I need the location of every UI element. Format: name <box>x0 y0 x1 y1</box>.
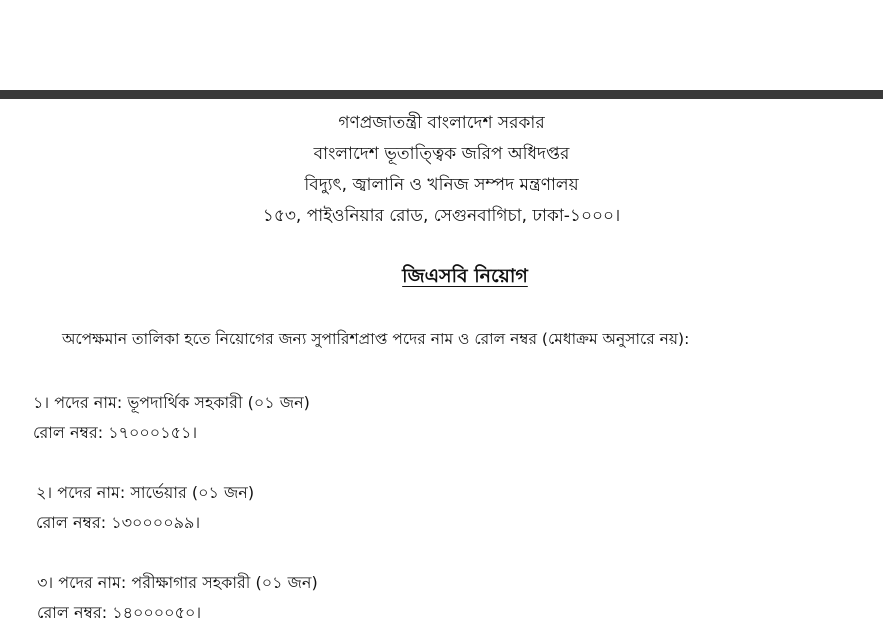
roll-number-2: রোল নম্বর: ১৩০০০০৯৯। <box>36 513 201 532</box>
roll-number-3: রোল নম্বর: ১৪০০০০৫০। <box>37 603 202 622</box>
post-entry-3 <box>37 568 318 628</box>
header-ministry: বিদ্যুৎ, জ্বালানি ও খনিজ সম্পদ মন্ত্রণালয় <box>304 175 579 195</box>
top-divider-bar <box>0 90 883 99</box>
header-department: বাংলাদেশ ভূতাত্ত্বিক জরিপ অধিদপ্তর <box>313 144 570 164</box>
header-government: গণপ্রজাতন্ত্রী বাংলাদেশ সরকার <box>338 113 545 133</box>
post-name-1: ১। পদের নাম: ভূপদার্থিক সহকারী (০১ জন) <box>33 393 310 412</box>
post-name-3: ৩। পদের নাম: পরীক্ষাগার সহকারী (০১ জন) <box>37 573 318 592</box>
post-entry-1 <box>33 388 310 448</box>
post-entry-2 <box>36 478 254 538</box>
document-header <box>0 108 883 232</box>
notice-title <box>0 262 883 294</box>
notice-title-text: জিএসবি নিয়োগ <box>402 265 528 287</box>
header-address: ১৫৩, পাইওনিয়ার রোড, সেগুনবাগিচা, ঢাকা-১০০০। <box>262 206 621 226</box>
roll-number-1: রোল নম্বর: ১৭০০০১৫১। <box>33 423 198 442</box>
post-name-2: ২। পদের নাম: সার্ভেয়ার (০১ জন) <box>36 483 255 502</box>
intro-text: অপেক্ষমান তালিকা হতে নিয়োগের জন্য সুপারিশপ্রাপ্ত পদের নাম ও রোল নম্বর (মেধাক্রম অনুসারে নয়): <box>62 330 690 348</box>
